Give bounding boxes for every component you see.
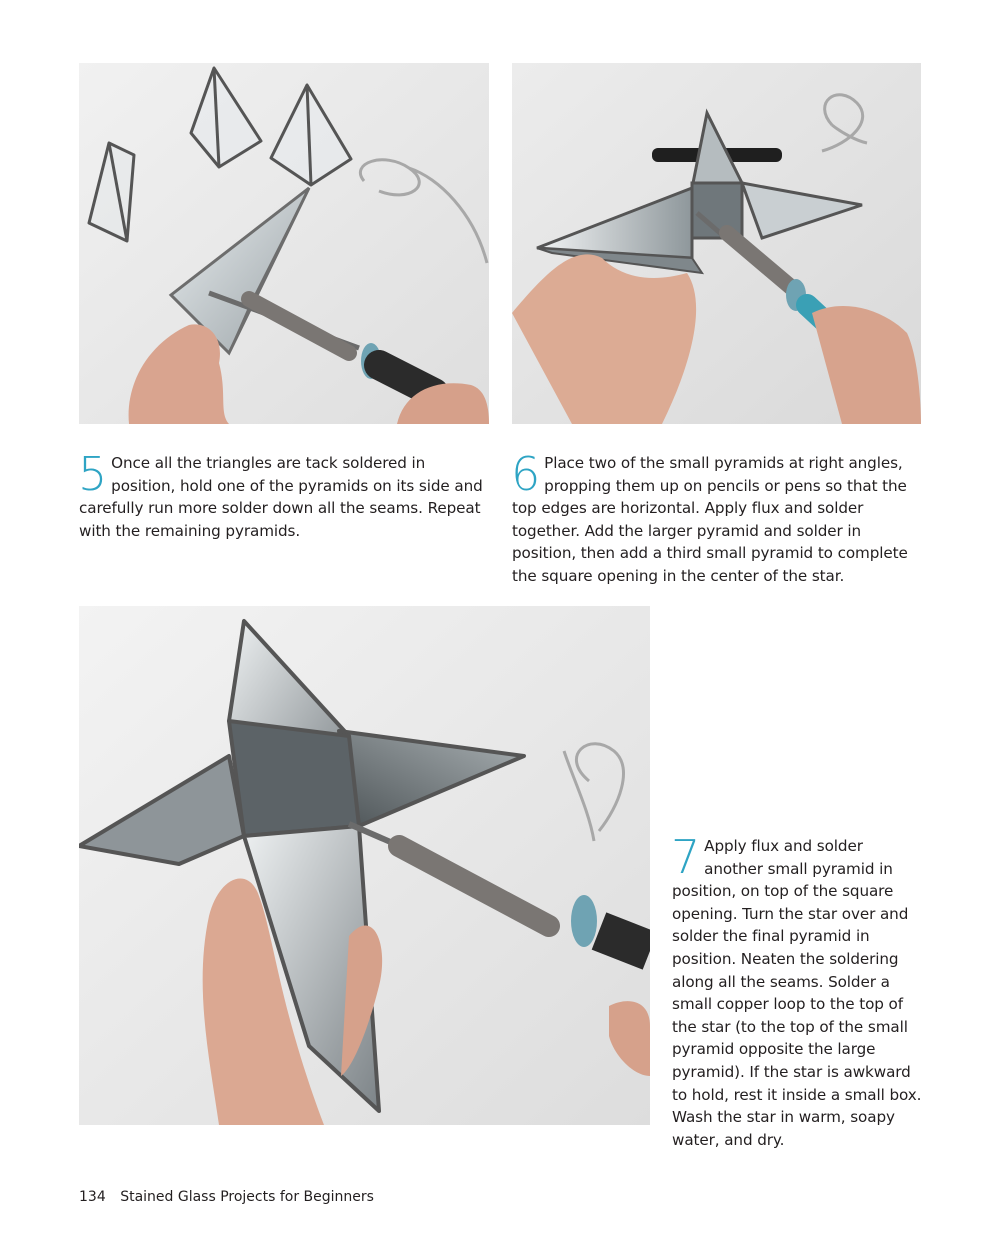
step-text: Place two of the small pyramids at right angles, propping them up on pencils or pens so that the top edges are horizontal. Apply flux and solder together. Add the larger pyramid and solder in position, then add a third small pyramid to complete the square opening in the center of the star. <box>512 454 908 585</box>
book-title: Stained Glass Projects for Beginners <box>120 1189 374 1205</box>
step-text: Apply flux and solder another small pyramid in position, on top of the square opening. Turn the star over and solder the final pyramid in position. Neaten the soldering along all the seams. Solder a small copper loop to the top of the star (to the top of the small pyramid opposite the large pyramid). If the star is awkward to hold, rest it inside a small box. Wash the star in warm, soapy water, and dry. <box>672 837 922 1149</box>
step-5-photo <box>79 63 489 424</box>
step-5-instruction <box>78 447 491 542</box>
step-number: 7 <box>671 830 701 884</box>
page-footer <box>79 1187 374 1207</box>
step-7-instruction <box>671 830 924 1151</box>
step-7-photo <box>79 606 650 1125</box>
step-number: 6 <box>511 447 541 501</box>
step-number: 5 <box>78 447 108 501</box>
step-6-instruction <box>511 447 924 588</box>
step-6-photo <box>512 63 921 424</box>
step-text: Once all the triangles are tack soldered in position, hold one of the pyramids on its side and carefully run more solder down all the seams. Repeat with the remaining pyramids. <box>79 454 483 540</box>
page-number: 134 <box>79 1189 106 1205</box>
